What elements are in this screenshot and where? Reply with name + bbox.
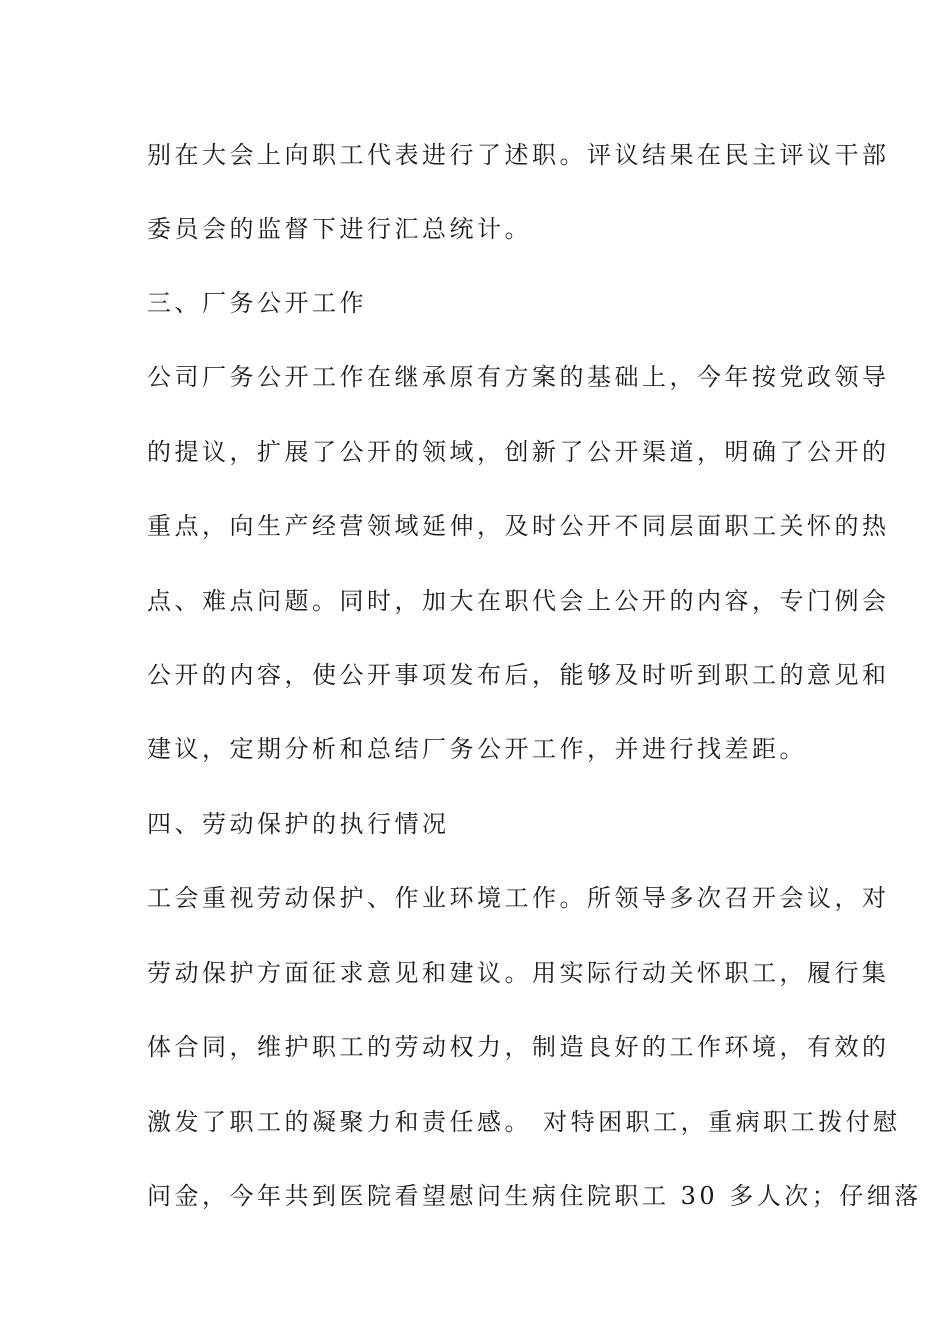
- paragraph-line: 重点，向生产经营领域延伸，及时公开不同层面职工关怀的热: [147, 512, 890, 540]
- paragraph-line: 体合同，维护职工的劳动权力，制造良好的工作环境，有效的: [147, 1033, 890, 1061]
- paragraph-line: 别在大会上向职工代表进行了述职。评议结果在民主评议干部: [147, 141, 890, 169]
- paragraph-line: 点、难点问题。同时，加大在职代会上公开的内容，专门例会: [147, 587, 890, 615]
- paragraph-line: 公司厂务公开工作在继承原有方案的基础上，今年按党政领导: [147, 363, 890, 391]
- paragraph-line: 问金，今年共到医院看望慰问生病住院职工 30 多人次；仔细落: [147, 1182, 922, 1210]
- paragraph-line: 公开的内容，使公开事项发布后，能够及时听到职工的意见和: [147, 661, 890, 689]
- section-heading-3: 三、厂务公开工作: [147, 289, 367, 317]
- paragraph-line: 工会重视劳动保护、作业环境工作。所领导多次召开会议，对: [147, 884, 890, 912]
- paragraph-line: 劳动保护方面征求意见和建议。用实际行动关怀职工，履行集: [147, 959, 890, 987]
- paragraph-line: 激发了职工的凝聚力和责任感。 对特困职工，重病职工拨付慰: [147, 1108, 901, 1136]
- section-heading-4: 四、劳动保护的执行情况: [147, 810, 450, 838]
- paragraph-line: 建议，定期分析和总结厂务公开工作，并进行找差距。: [147, 735, 807, 763]
- paragraph-line: 委员会的监督下进行汇总统计。: [147, 215, 532, 243]
- paragraph-line: 的提议，扩展了公开的领域，创新了公开渠道，明确了公开的: [147, 438, 890, 466]
